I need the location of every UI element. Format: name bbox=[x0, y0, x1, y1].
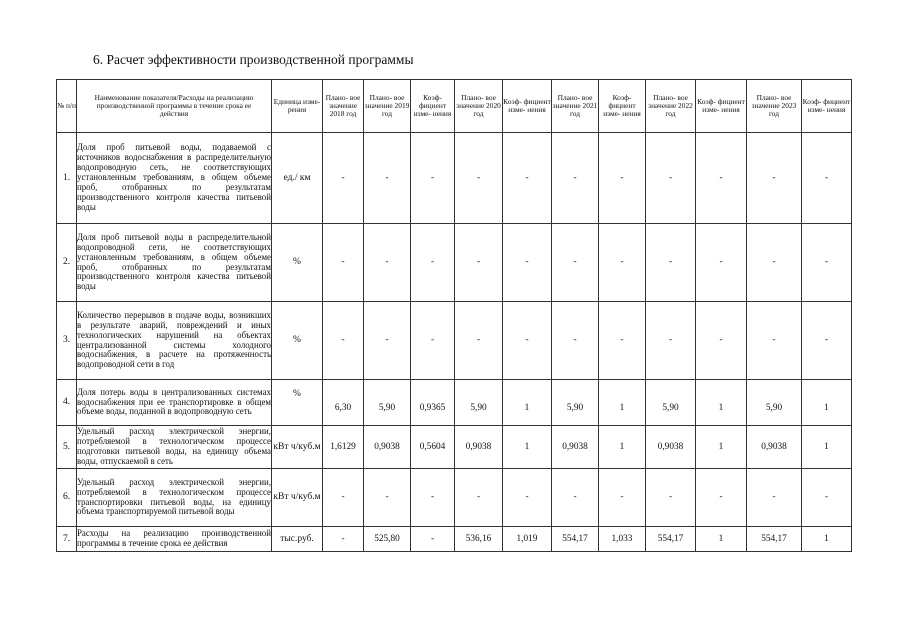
cell-coef-2019: - bbox=[411, 133, 455, 224]
cell-plan-2020: 0,9038 bbox=[455, 426, 503, 469]
cell-plan-2023: - bbox=[747, 302, 802, 380]
cell-plan-2023: - bbox=[747, 224, 802, 302]
cell-coef-2020: - bbox=[503, 302, 552, 380]
cell-plan-2021: - bbox=[552, 302, 599, 380]
col-header-plan-2022: Плано- вое значение 2022 год bbox=[646, 80, 696, 133]
cell-plan-2023: 554,17 bbox=[747, 527, 802, 552]
cell-plan-2022: 0,9038 bbox=[646, 426, 696, 469]
cell-plan-2018: 6,30 bbox=[323, 380, 364, 426]
cell-coef-2021: - bbox=[599, 224, 646, 302]
cell-plan-2019: 525,80 bbox=[364, 527, 411, 552]
efficiency-table bbox=[56, 79, 852, 552]
cell-plan-2023: - bbox=[747, 469, 802, 527]
cell-plan-2019: - bbox=[364, 469, 411, 527]
row-unit: ед./ км bbox=[272, 133, 323, 224]
table-row bbox=[57, 426, 852, 469]
cell-coef-2023: - bbox=[802, 469, 852, 527]
cell-plan-2022: - bbox=[646, 133, 696, 224]
cell-plan-2023: 5,90 bbox=[747, 380, 802, 426]
cell-coef-2019: - bbox=[411, 224, 455, 302]
cell-coef-2021: - bbox=[599, 469, 646, 527]
cell-coef-2023: 1 bbox=[802, 527, 852, 552]
cell-coef-2021: 1 bbox=[599, 380, 646, 426]
cell-coef-2023: 1 bbox=[802, 380, 852, 426]
table-row bbox=[57, 469, 852, 527]
row-indicator-name: Доля проб питьевой воды, подаваемой с источников водоснабжения в распределительную водопроводную сеть, не соответствующих установленным требованиям, в общем объеме проб, отобранных по результатам производственного контроля качества питьевой воды bbox=[77, 133, 272, 224]
cell-plan-2022: - bbox=[646, 469, 696, 527]
section-title: 6. Расчет эффективности производственной программы bbox=[93, 52, 414, 67]
cell-coef-2020: 1 bbox=[503, 380, 552, 426]
cell-coef-2020: 1 bbox=[503, 426, 552, 469]
cell-plan-2018: - bbox=[323, 224, 364, 302]
table-row bbox=[57, 527, 852, 552]
cell-plan-2018: - bbox=[323, 133, 364, 224]
cell-coef-2022: - bbox=[696, 224, 747, 302]
cell-plan-2020: - bbox=[455, 302, 503, 380]
cell-coef-2020: - bbox=[503, 224, 552, 302]
cell-coef-2020: 1,019 bbox=[503, 527, 552, 552]
cell-plan-2019: 5,90 bbox=[364, 380, 411, 426]
cell-plan-2021: 554,17 bbox=[552, 527, 599, 552]
cell-coef-2019: - bbox=[411, 469, 455, 527]
col-header-plan-2018: Плано- вое значение 2018 год bbox=[323, 80, 364, 133]
cell-plan-2021: 5,90 bbox=[552, 380, 599, 426]
cell-plan-2021: - bbox=[552, 224, 599, 302]
cell-plan-2019: 0,9038 bbox=[364, 426, 411, 469]
col-header-plan-2020: Плано- вое значение 2020 год bbox=[455, 80, 503, 133]
cell-coef-2023: - bbox=[802, 302, 852, 380]
cell-plan-2018: - bbox=[323, 302, 364, 380]
cell-coef-2023: - bbox=[802, 133, 852, 224]
cell-plan-2019: - bbox=[364, 302, 411, 380]
cell-coef-2021: 1,033 bbox=[599, 527, 646, 552]
cell-plan-2019: - bbox=[364, 224, 411, 302]
cell-plan-2023: - bbox=[747, 133, 802, 224]
row-indicator-name: Удельный расход электрической энергии, потребляемой в технологическом процессе подготовки питьевой воды, на единицу объема воды, отпускаемой в сеть bbox=[77, 426, 272, 469]
col-header-num: № п/п bbox=[57, 80, 77, 133]
table-header-row bbox=[57, 80, 852, 133]
row-unit: % bbox=[272, 302, 323, 380]
table-row bbox=[57, 224, 852, 302]
row-indicator-name: Доля проб питьевой воды в распределительной водопроводной сети, не соответствующих установленным требованиям, в общем объеме проб, отобранных по результатам производственного контроля качества питьевой воды bbox=[77, 224, 272, 302]
col-header-coef-2020: Коэф- фициент изме- нения bbox=[503, 80, 552, 133]
row-indicator-name: Удельный расход электрической энергии, потребляемой в технологическом процессе транспортировки питьевой воды, на единицу объема транспортируемой питьевой воды bbox=[77, 469, 272, 527]
row-indicator-name: Количество перерывов в подаче воды, возникших в результате аварий, повреждений и иных технологических нарушений на объектах централизованной системы холодного водоснабжения, в расчете на протяженность водопроводной сети в год bbox=[77, 302, 272, 380]
col-header-coef-2023: Коэф- фициент изме- нения bbox=[802, 80, 852, 133]
cell-coef-2022: 1 bbox=[696, 426, 747, 469]
cell-plan-2020: - bbox=[455, 224, 503, 302]
cell-plan-2021: - bbox=[552, 469, 599, 527]
cell-coef-2019: - bbox=[411, 527, 455, 552]
cell-plan-2022: - bbox=[646, 224, 696, 302]
cell-coef-2019: 0,9365 bbox=[411, 380, 455, 426]
cell-plan-2020: 536,16 bbox=[455, 527, 503, 552]
cell-coef-2021: - bbox=[599, 133, 646, 224]
cell-plan-2018: - bbox=[323, 469, 364, 527]
cell-plan-2022: 554,17 bbox=[646, 527, 696, 552]
col-header-plan-2019: Плано- вое значение 2019 год bbox=[364, 80, 411, 133]
cell-coef-2023: - bbox=[802, 224, 852, 302]
table-row bbox=[57, 302, 852, 380]
cell-coef-2023: 1 bbox=[802, 426, 852, 469]
row-unit: кВт ч/куб.м bbox=[272, 469, 323, 527]
col-header-plan-2021: Плано- вое значение 2021 год bbox=[552, 80, 599, 133]
cell-plan-2021: - bbox=[552, 133, 599, 224]
row-number: 3. bbox=[57, 302, 77, 380]
table-row bbox=[57, 133, 852, 224]
cell-coef-2022: - bbox=[696, 133, 747, 224]
cell-coef-2021: 1 bbox=[599, 426, 646, 469]
col-header-name: Наименование показателя/Расходы на реализацию производственной программы в течение срока ее действия bbox=[77, 80, 272, 133]
cell-coef-2020: - bbox=[503, 469, 552, 527]
row-number: 6. bbox=[57, 469, 77, 527]
cell-coef-2022: 1 bbox=[696, 380, 747, 426]
cell-coef-2022: - bbox=[696, 302, 747, 380]
cell-coef-2019: 0,5604 bbox=[411, 426, 455, 469]
col-header-coef-2019: Коэф- фициент изме- нения bbox=[411, 80, 455, 133]
col-header-plan-2023: Плано- вое значение 2023 год bbox=[747, 80, 802, 133]
cell-coef-2019: - bbox=[411, 302, 455, 380]
cell-coef-2022: - bbox=[696, 469, 747, 527]
cell-plan-2020: 5,90 bbox=[455, 380, 503, 426]
row-number: 2. bbox=[57, 224, 77, 302]
table-row bbox=[57, 380, 852, 426]
col-header-unit: Единица изме- рения bbox=[272, 80, 323, 133]
cell-coef-2021: - bbox=[599, 302, 646, 380]
row-unit: кВт ч/куб.м bbox=[272, 426, 323, 469]
cell-plan-2018: 1,6129 bbox=[323, 426, 364, 469]
col-header-coef-2021: Коэф- фициент изме- нения bbox=[599, 80, 646, 133]
row-indicator-name: Доля потерь воды в централизованных системах водоснабжения при ее транспортировке в общем объеме воды, поданной в водопроводную сеть bbox=[77, 380, 272, 426]
row-number: 7. bbox=[57, 527, 77, 552]
cell-plan-2020: - bbox=[455, 133, 503, 224]
row-unit: % bbox=[272, 224, 323, 302]
row-number: 1. bbox=[57, 133, 77, 224]
row-number: 5. bbox=[57, 426, 77, 469]
cell-plan-2023: 0,9038 bbox=[747, 426, 802, 469]
row-indicator-name: Расходы на реализацию производственной программы в течение срока ее действия bbox=[77, 527, 272, 552]
cell-coef-2020: - bbox=[503, 133, 552, 224]
cell-plan-2020: - bbox=[455, 469, 503, 527]
cell-coef-2022: 1 bbox=[696, 527, 747, 552]
row-unit: тыс.руб. bbox=[272, 527, 323, 552]
row-number: 4. bbox=[57, 380, 77, 426]
cell-plan-2018: - bbox=[323, 527, 364, 552]
cell-plan-2022: 5,90 bbox=[646, 380, 696, 426]
col-header-coef-2022: Коэф- фициент изме- нения bbox=[696, 80, 747, 133]
cell-plan-2019: - bbox=[364, 133, 411, 224]
row-unit: % bbox=[272, 380, 323, 426]
cell-plan-2021: 0,9038 bbox=[552, 426, 599, 469]
cell-plan-2022: - bbox=[646, 302, 696, 380]
